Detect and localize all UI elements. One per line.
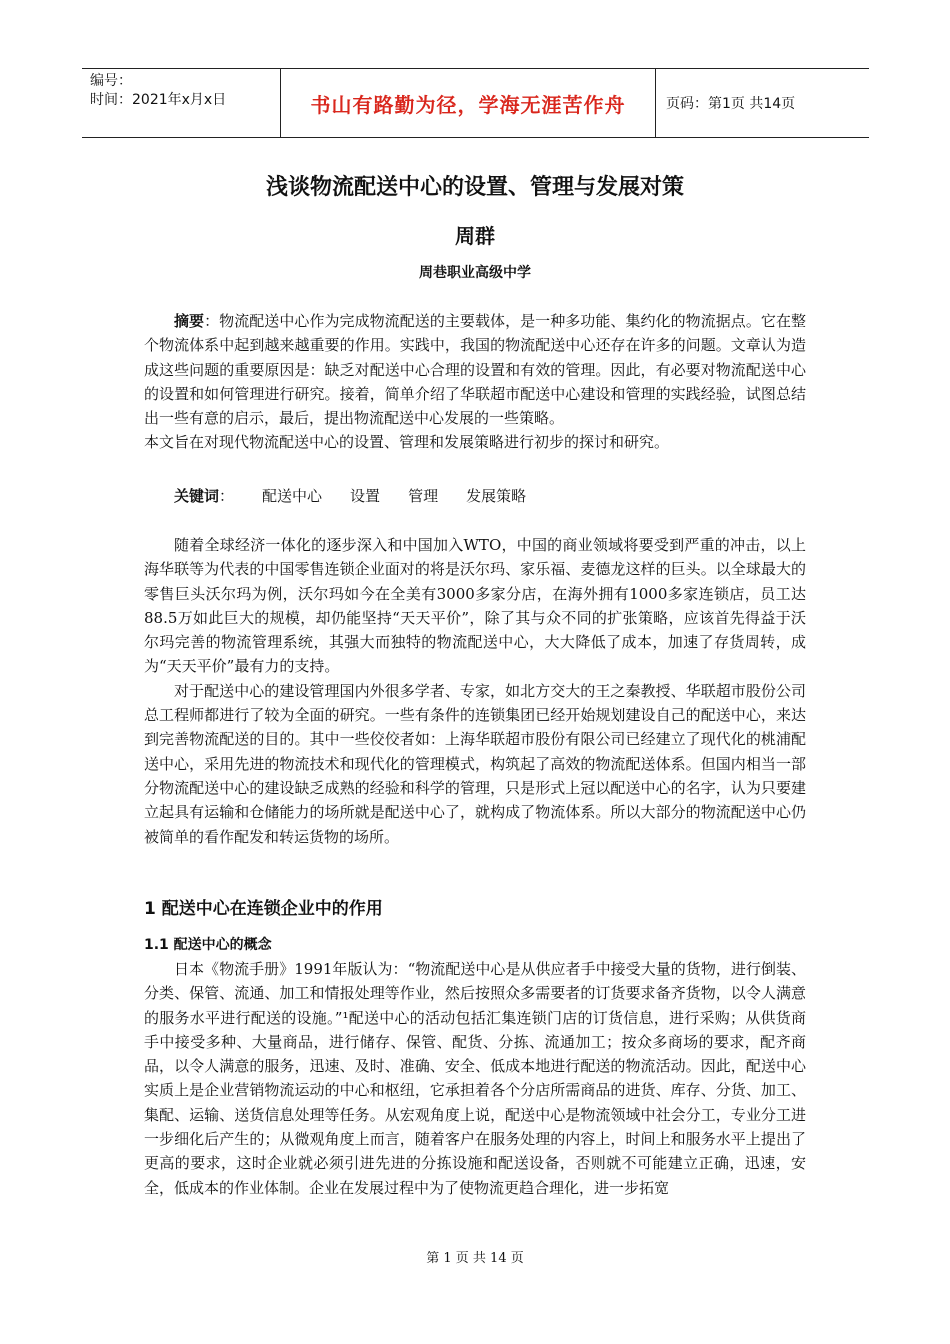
keyword: 管理 bbox=[408, 487, 439, 505]
paragraph: 随着全球经济一体化的逐步深入和中国加入WTO，中国的商业领域将要受到严重的冲击，以上海华联等为代表的中国零售连锁企业面对的将是沃尔玛、家乐福、麦德龙这样的巨头。以全球最大的零售巨头沃尔玛为例，沃尔玛如今在全美有3000多家分店，在海外拥有1000多家连锁店，员工达88.5万如此巨大的规模，却仍能坚持“天天平价”，除了其与众不同的扩张策略，应该首先得益于沃尔玛完善的物流管理系统，其强大而独特的物流配送中心，大大降低了成本，加速了存货周转，成为“天天平价”最有力的支持。 bbox=[144, 536, 806, 676]
abstract-label: 摘要 bbox=[174, 312, 205, 330]
section-heading: 1 配送中心在连锁企业中的作用 bbox=[144, 899, 383, 919]
page-footer: 第 1 页 共 14 页 bbox=[426, 1251, 524, 1266]
header-motto: 书山有路勤为径，学海无涯苦作舟 bbox=[281, 69, 656, 137]
abstract-text: ：物流配送中心作为完成物流配送的主要载体，是一种多功能、集约化的物流据点。它在整个物流体系中起到越来越重要的作用。实践中，我国的物流配送中心还存在许多的问题。文章认为造成这些问题的重要原因是：缺乏对配送中心合理的设置和有效的管理。因此，有必要对物流配送中心的设置和如何管理进行研究。接着，简单介绍了华联超市配送中心建设和管理的实践经验，试图总结出一些有意的启示，最后，提出物流配送中心发展的一些策略。 bbox=[144, 312, 806, 428]
keyword: 发展策略 bbox=[466, 487, 527, 505]
keywords bbox=[144, 484, 806, 508]
header-date: 时间：2021年x月x日 bbox=[90, 92, 227, 108]
header-number: 编号： bbox=[90, 73, 132, 89]
abstract-aim: 本文旨在对现代物流配送中心的设置、管理和发展策略进行初步的探讨和研究。 bbox=[144, 433, 670, 452]
header-page: 页码：第1页 共14页 bbox=[666, 96, 796, 112]
paragraph: 对于配送中心的建设管理国内外很多学者、专家，如北方交大的王之秦教授、华联超市股份公司总工程师都进行了较为全面的研究。一些有条件的连锁集团已经开始规划建设自己的配送中心，来达到完善物流配送的目的。其中一些佼佼者如：上海华联超市股份有限公司已经建立了现代化的桃浦配送中心，采用先进的物流技术和现代化的管理模式，构筑起了高效的物流配送体系。但国内相当一部分物流配送中心的建设缺乏成熟的经验和科学的管理，只是形式上冠以配送中心的名字，认为只要建立起具有运输和仓储能力的场所就是配送中心了，就构成了物流体系。所以大部分的物流配送中心仍被简单的看作配发和转运货物的场所。 bbox=[144, 681, 806, 846]
subsection-heading: 1.1 配送中心的概念 bbox=[144, 937, 272, 953]
keyword: 配送中心 bbox=[262, 487, 323, 505]
document-title: 浅谈物流配送中心的设置、管理与发展对策 bbox=[265, 175, 684, 200]
abstract-paragraph bbox=[144, 309, 806, 430]
abstract bbox=[144, 309, 806, 455]
document-header bbox=[82, 68, 869, 138]
author: 周群 bbox=[455, 224, 495, 248]
affiliation: 周巷职业高级中学 bbox=[419, 265, 531, 281]
section-text bbox=[144, 957, 806, 1200]
keyword: 设置 bbox=[350, 487, 381, 505]
keywords-label: 关键词 bbox=[174, 487, 220, 505]
main-text bbox=[144, 533, 806, 849]
paragraph: 日本《物流手册》1991年版认为：“物流配送中心是从供应者手中接受大量的货物，进行倒装、分类、保管、流通、加工和情报处理等作业，然后按照众多需要者的订货要求备齐货物，以令人满意的服务水平进行配送的设施。”¹配送中心的活动包括汇集连锁门店的订货信息，进行采购；从供货商手中接受多种、大量商品，进行储存、保管、配货、分拣、流通加工；按众多商场的要求，配齐商品，以令人满意的服务，迅速、及时、准确、安全、低成本地进行配送的物流活动。因此，配送中心实质上是企业营销物流运动的中心和枢纽，它承担着各个分店所需商品的进货、库存、分货、加工、集配、运输、送货信息处理等任务。从宏观角度上说，配送中心是物流领域中社会分工，专业分工进一步细化后产生的；从微观角度上而言，随着客户在服务处理的内容上，时间上和服务水平上提出了更高的要求，这时企业就必须引进先进的分拣设施和配送设备，否则就不可能建立正确，迅速，安全，低成本的作业体制。企业在发展过程中为了使物流更趋合理化，进一步拓宽 bbox=[144, 960, 806, 1197]
header-meta bbox=[82, 69, 281, 137]
keywords-colon: ： bbox=[219, 487, 235, 505]
